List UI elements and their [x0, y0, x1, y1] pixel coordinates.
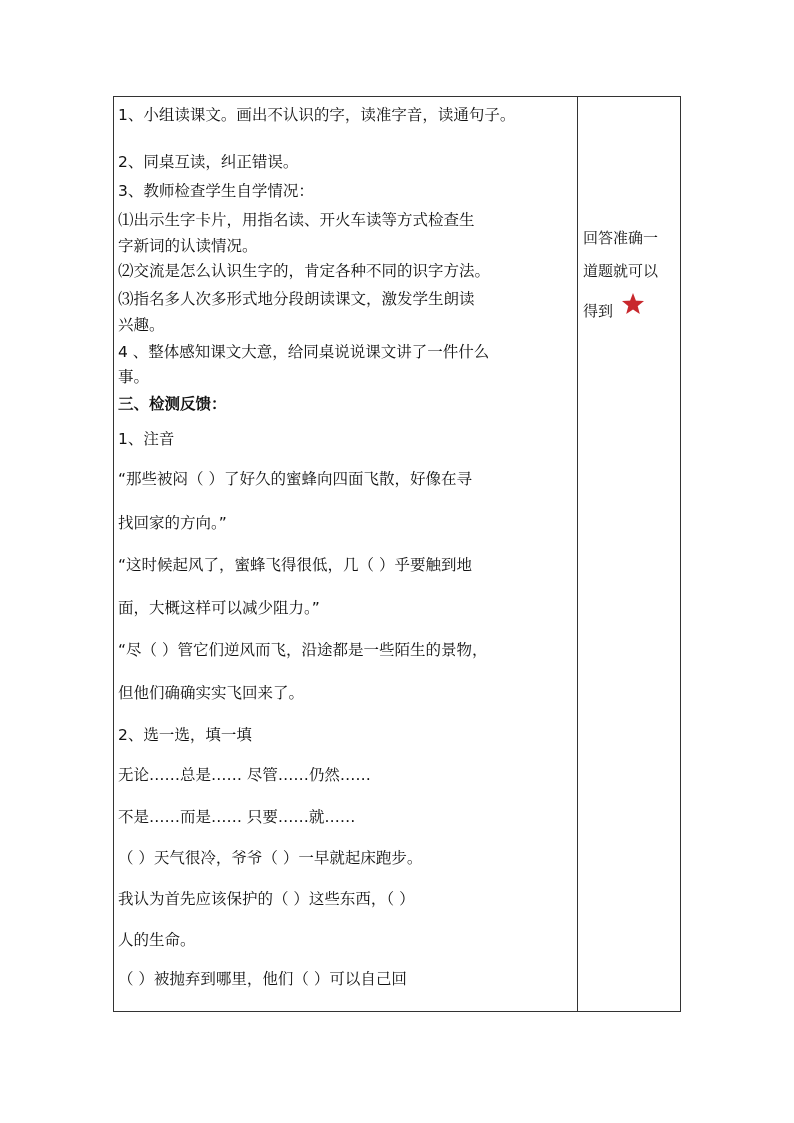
content-line: 兴趣。	[118, 316, 165, 334]
content-line: 事。	[118, 368, 150, 386]
content-line: 人的生命。	[118, 931, 196, 949]
content-line: 但他们确确实实飞回来了。	[118, 684, 305, 702]
content-line: 不是……而是…… 只要……就……	[118, 808, 356, 826]
content-line: （ ）天气很冷，爷爷（ ）一早就起床跑步。	[118, 849, 423, 867]
content-line: 无论……总是…… 尽管……仍然……	[118, 766, 371, 784]
content-line: 4 、整体感知课文大意，给同桌说说课文讲了一件什么	[118, 343, 490, 361]
content-line: 面，大概这样可以减少阻力。”	[118, 599, 320, 617]
content-line: ⑶指名多人次多形式地分段朗读课文，激发学生朗读	[118, 290, 475, 308]
content-line: 找回家的方向。”	[118, 514, 227, 532]
column-divider	[577, 96, 578, 1012]
evaluation-text: 回答准确一	[583, 229, 659, 247]
content-line: 3、教师检查学生自学情况：	[118, 182, 314, 200]
content-line: ⑵交流是怎么认识生字的，肯定各种不同的识字方法。	[118, 262, 491, 280]
content-line: 字新词的认读情况。	[118, 237, 258, 255]
content-line: “那些被闷（ ）了好久的蜜蜂向四面飞散，好像在寻	[118, 470, 472, 488]
content-line: 我认为首先应该保护的（ ）这些东西，（ ）	[118, 890, 415, 908]
section-heading: 三、检测反馈：	[118, 395, 227, 413]
content-line: ⑴出示生字卡片，用指名读、开火车读等方式检查生	[118, 211, 475, 229]
evaluation-text: 得到	[583, 302, 614, 320]
evaluation-text: 道题就可以	[583, 262, 659, 280]
content-line: “尽（ ）管它们逆风而飞，沿途都是一些陌生的景物，	[118, 641, 488, 659]
content-line: 1、注音	[118, 430, 175, 448]
content-line: （ ）被抛弃到哪里，他们（ ）可以自己回	[118, 970, 407, 988]
content-line: 1、小组读课文。画出不认识的字，读准字音，读通句子。	[118, 106, 516, 124]
star-icon	[621, 292, 645, 316]
content-line: 2、选一选，填一填	[118, 726, 252, 744]
content-line: 2、同桌互读，纠正错误。	[118, 153, 299, 171]
content-line: “这时候起风了，蜜蜂飞得很低，几（ ）乎要触到地	[118, 556, 472, 574]
